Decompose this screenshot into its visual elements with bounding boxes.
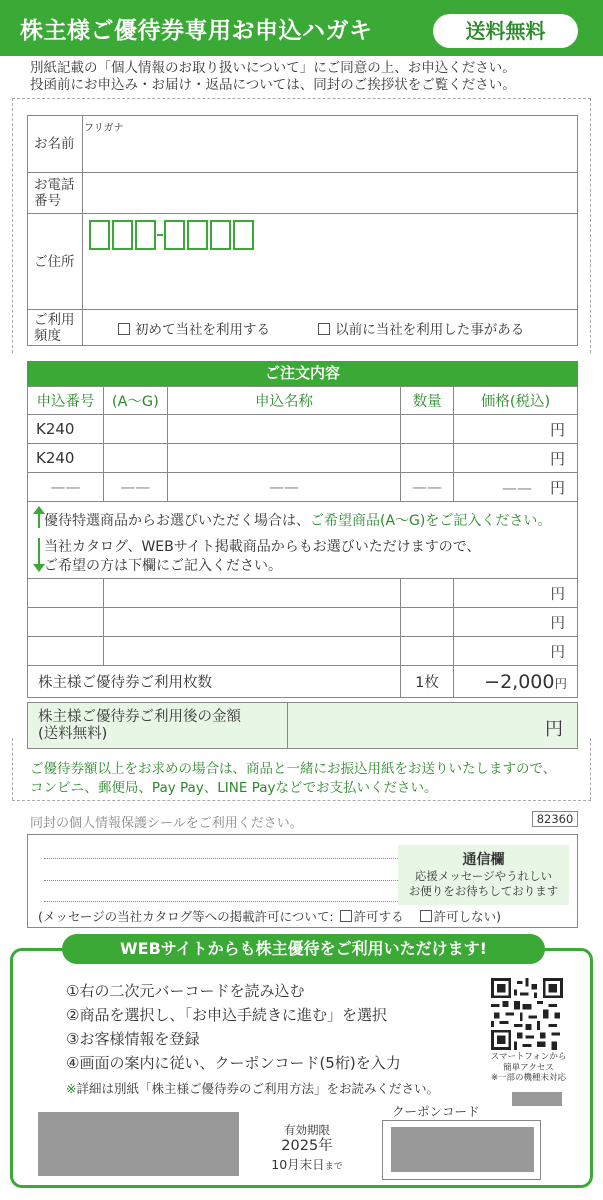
coupon-code-label: クーポンコード xyxy=(392,1104,480,1119)
permit-no-checkbox[interactable] xyxy=(420,910,432,922)
message-line xyxy=(44,858,408,859)
application-code: K240 xyxy=(28,415,104,444)
discount-amount: −2,000 xyxy=(484,670,555,693)
price-cell[interactable]: 円 xyxy=(454,579,578,608)
notice-line-1 xyxy=(44,510,551,530)
privacy-seal-note: 同封の個人情報保護シールをご利用ください。 xyxy=(30,816,303,831)
expiry-info xyxy=(267,1122,347,1173)
coupon-code-redacted xyxy=(391,1127,534,1172)
price-dash: —— xyxy=(501,478,532,497)
product-name-cell[interactable] xyxy=(104,608,401,637)
intro-text xyxy=(30,60,516,94)
table-row xyxy=(28,637,578,666)
arrow-up-icon xyxy=(38,512,40,528)
table-row xyxy=(28,473,578,502)
fold-line xyxy=(590,98,591,353)
note-text: 詳細は別紙「株主様ご優待券のご利用方法」をお読みください。 xyxy=(76,1081,439,1096)
zip-digit-box[interactable] xyxy=(164,220,185,250)
zip-digit-box[interactable] xyxy=(89,220,110,250)
message-box[interactable] xyxy=(27,834,578,928)
form-title: 株主様ご優待券専用お申込ハガキ xyxy=(20,18,373,44)
table-row xyxy=(28,415,578,444)
web-detail-note xyxy=(66,1079,439,1097)
qr-caption-line: スマートフォンから xyxy=(490,1052,567,1062)
qr-caption-line: ※一部の機種未対応 xyxy=(490,1073,567,1083)
expiry-label: 有効期限 xyxy=(284,1123,330,1137)
notice-highlight: ご希望商品(A〜G)をご記入ください。 xyxy=(310,513,552,529)
col-quantity: 数量 xyxy=(401,387,454,415)
note-asterisk: ※ xyxy=(66,1081,77,1096)
message-line xyxy=(44,901,408,902)
zip-digit-box[interactable] xyxy=(233,220,254,250)
phone-label-line: 番号 xyxy=(34,193,61,209)
product-name-cell[interactable] xyxy=(167,415,400,444)
frequency-label xyxy=(28,310,83,346)
qr-caption xyxy=(476,1052,581,1084)
frequency-label-line: ご利用 xyxy=(34,311,75,328)
expiry-year: 2025年 xyxy=(281,1138,333,1154)
product-name-cell[interactable] xyxy=(167,444,400,473)
fold-line xyxy=(12,738,13,800)
name-dash: —— xyxy=(167,473,400,502)
fold-line xyxy=(12,800,591,801)
price-cell[interactable]: 円 xyxy=(454,415,578,444)
price-cell[interactable]: 円 xyxy=(454,444,578,473)
returning-label: 以前に当社を利用した事がある xyxy=(335,321,525,338)
fold-line xyxy=(12,98,13,353)
applicant-form xyxy=(27,115,578,346)
serial-number: 82360 xyxy=(532,811,578,827)
zip-digit-box[interactable] xyxy=(187,220,208,250)
quantity-cell[interactable] xyxy=(401,579,454,608)
notice-line-3: ご希望の方は下欄にご記入ください。 xyxy=(44,558,282,574)
furigana-label: フリガナ xyxy=(84,123,124,134)
permit-yes-checkbox[interactable] xyxy=(340,910,352,922)
quantity-cell[interactable] xyxy=(401,444,454,473)
after-amount-label xyxy=(38,709,241,743)
application-code: K240 xyxy=(28,444,104,473)
permit-yes-label: 許可する xyxy=(353,909,404,924)
yen-unit: 円 xyxy=(554,675,567,691)
code-dash: —— xyxy=(28,473,104,502)
after-amount-field[interactable]: 円 xyxy=(545,719,563,740)
order-notice xyxy=(27,502,578,578)
payment-note-line: コンビニ、郵便局、Pay Pay、LINE Payなどでお支払いください。 xyxy=(30,780,438,796)
web-step-2: ②商品を選択し、「お申込手続きに進む」を選択 xyxy=(66,1006,387,1024)
price-cell xyxy=(454,473,578,502)
qr-caption-line: 簡単アクセス xyxy=(503,1062,554,1073)
amount-after-coupon xyxy=(27,702,578,749)
col-application-number: 申込番号 xyxy=(28,387,104,415)
permission-text: (メッセージの当社カタログ等への掲載許可について: xyxy=(38,909,334,924)
address-label: ご住所 xyxy=(28,214,83,310)
order-header-row xyxy=(28,387,578,415)
phone-label-line: お電話 xyxy=(34,177,75,193)
frequency-options xyxy=(83,310,578,346)
address-field[interactable] xyxy=(83,214,578,310)
first-time-checkbox[interactable] xyxy=(118,323,130,335)
order-table xyxy=(27,386,578,502)
web-section-title: WEBサイトからも株主優待をご利用いただけます! xyxy=(62,934,545,964)
coupon-count-label: 株主様ご優待券ご利用枚数 xyxy=(28,666,401,698)
code-cell[interactable] xyxy=(28,637,104,666)
table-row xyxy=(28,579,578,608)
zip-digit-box[interactable] xyxy=(210,220,231,250)
price-cell[interactable]: 円 xyxy=(454,608,578,637)
zip-digit-box[interactable] xyxy=(112,220,133,250)
message-line xyxy=(44,880,408,881)
first-time-label: 初めて当社を利用する xyxy=(135,321,270,338)
frequency-label-line: 頻度 xyxy=(34,327,61,344)
arrow-down-icon xyxy=(38,538,40,566)
order-section-title: ご注文内容 xyxy=(27,361,578,386)
col-grade: (A〜G) xyxy=(103,387,167,415)
message-title: 通信欄 xyxy=(462,852,505,868)
grade-cell[interactable] xyxy=(103,444,167,473)
extra-order-table xyxy=(27,578,578,698)
price-cell[interactable]: 円 xyxy=(454,637,578,666)
message-sub: お便りをお待ちしております xyxy=(408,884,559,898)
zip-digit-box[interactable] xyxy=(135,220,156,250)
expiry-day: 10月末日 xyxy=(271,1157,325,1172)
coupon-count-row xyxy=(28,666,578,698)
intro-line: 別紙記載の「個人情報のお取り扱いについて」にご同意の上、お申込ください。 xyxy=(30,60,516,76)
message-panel xyxy=(398,845,569,905)
qr-code-icon[interactable] xyxy=(491,978,563,1050)
code-cell[interactable] xyxy=(28,579,104,608)
fold-line xyxy=(12,98,591,99)
expiry-suffix: まで xyxy=(324,1162,343,1172)
grade-dash: —— xyxy=(103,473,167,502)
name-label: お名前 xyxy=(28,116,83,173)
web-step-1: ①右の二次元バーコードを読み込む xyxy=(66,982,305,1000)
table-row xyxy=(28,608,578,637)
intro-line: 投函前にお申込み・お届け・返品については、同封のご挨拶状をご覧ください。 xyxy=(30,77,516,93)
quantity-cell[interactable] xyxy=(401,608,454,637)
yen-unit: 円 xyxy=(549,478,565,497)
zip-hyphen xyxy=(157,234,163,236)
code-cell[interactable] xyxy=(28,608,104,637)
coupon-discount xyxy=(454,666,578,698)
coupon-count: 1枚 xyxy=(401,666,454,698)
after-label-line: 株主様ご優待券ご利用後の金額 xyxy=(38,709,241,725)
web-step-3: ③お客様情報を登録 xyxy=(66,1030,200,1048)
qty-dash: —— xyxy=(401,473,454,502)
fold-line xyxy=(590,738,591,800)
notice-line-2: 当社カタログ、WEBサイト掲載商品からもお選びいただけますので、 xyxy=(44,539,481,555)
payment-note xyxy=(30,760,556,798)
quantity-cell[interactable] xyxy=(401,415,454,444)
table-row xyxy=(28,444,578,473)
after-label-line: (送料無料) xyxy=(38,726,108,742)
divider xyxy=(287,703,288,748)
free-shipping-badge: 送料無料 xyxy=(433,14,578,48)
header-bar xyxy=(0,0,603,56)
product-name-cell[interactable] xyxy=(104,637,401,666)
phone-field[interactable] xyxy=(83,173,578,214)
quantity-cell[interactable] xyxy=(401,637,454,666)
web-step-4: ④画面の案内に従い、クーポンコード(5桁)を入力 xyxy=(66,1054,401,1072)
payment-note-line: ご優待券額以上をお求めの場合は、商品と一緒にお振込用紙をお送りいたしますので、 xyxy=(30,761,557,777)
redacted-block xyxy=(38,1112,239,1176)
message-sub: 応援メッセージやうれしい xyxy=(414,869,553,883)
col-price: 価格(税込) xyxy=(454,387,578,415)
returning-checkbox[interactable] xyxy=(318,323,330,335)
permit-no-label: 許可しない) xyxy=(433,909,501,924)
phone-label xyxy=(28,173,83,214)
grade-cell[interactable] xyxy=(103,415,167,444)
notice-text: 優待特選商品からお選びいただく場合は、 xyxy=(44,513,310,529)
product-name-cell[interactable] xyxy=(104,579,401,608)
redacted-block xyxy=(512,1092,562,1106)
name-field[interactable] xyxy=(83,116,578,173)
permission-line xyxy=(38,907,501,925)
col-product-name: 申込名称 xyxy=(167,387,400,415)
expiry-date xyxy=(267,1155,347,1173)
